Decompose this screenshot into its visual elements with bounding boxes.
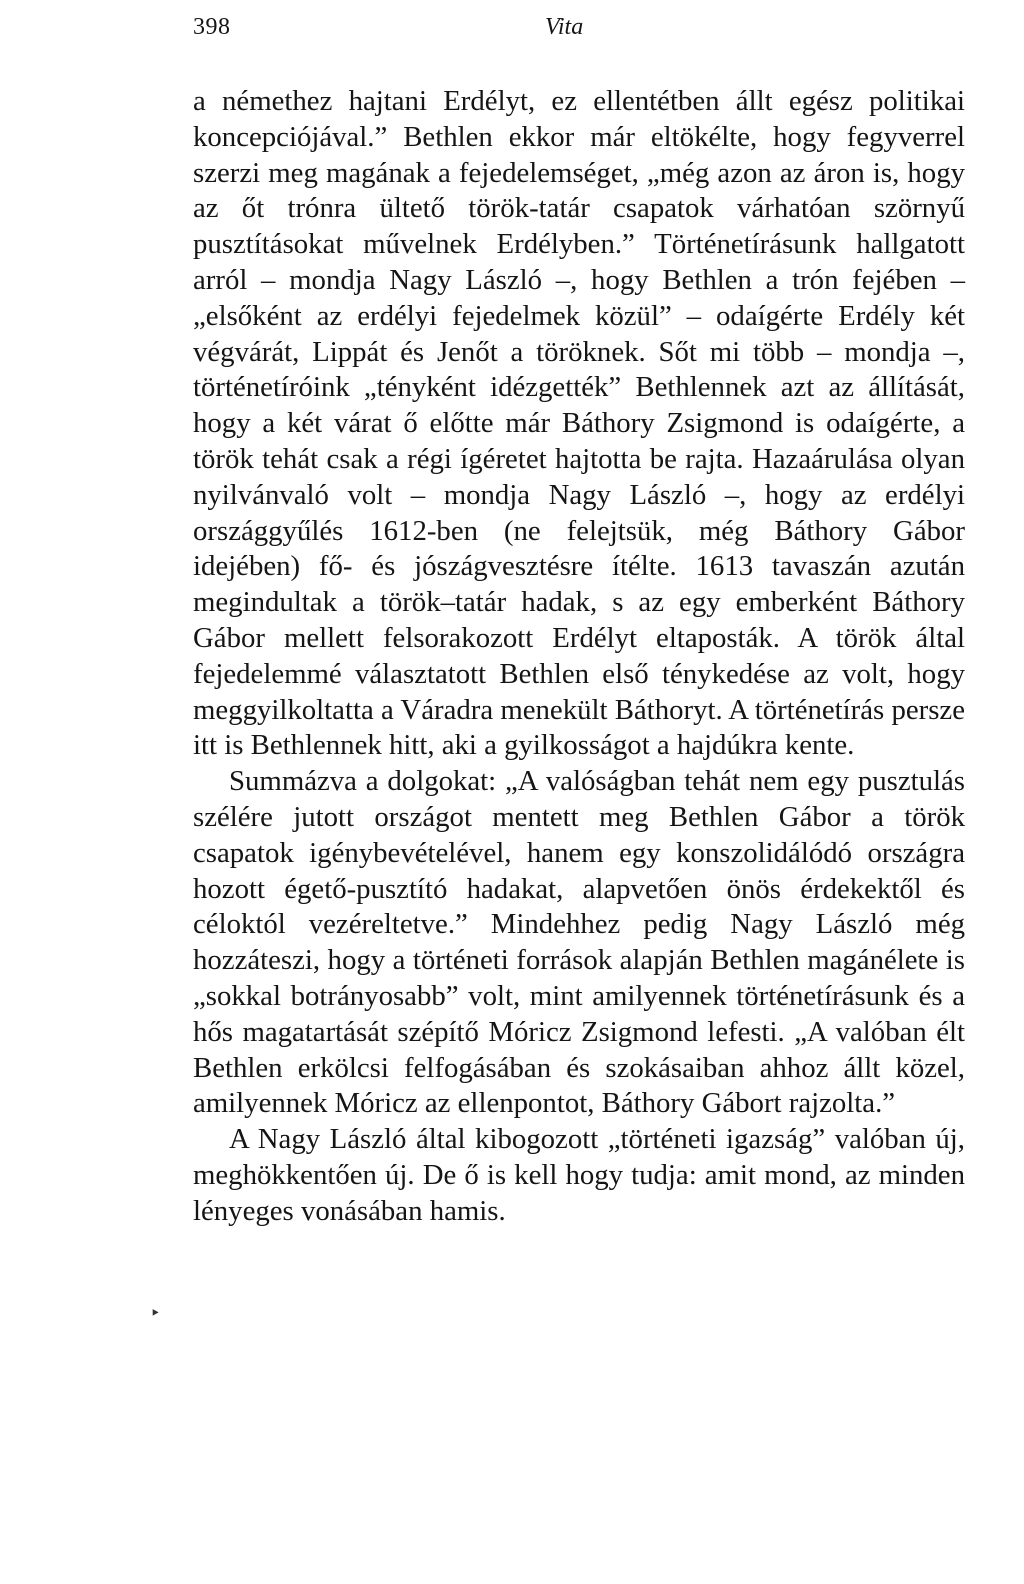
paragraph: a némethez hajtani Erdélyt, ez ellentétben állt egész politikai koncepciójával.” Bethlen ekkor már eltökélte, hogy fegyverrel szerzi meg magának a fejedelemséget, „még azon az áron is, hogy az őt trónra ültető török-tatár csapatok várhatóan szörnyű pusztításokat művelnek Erdélyben.” Történetírásunk hallgatott arról – mondja Nagy László –, hogy Bethlen a trón fejében – „elsőként az erdélyi fejedelmek közül” – odaígérte Erdély két végvárát, Lippát és Jenőt a töröknek. Sőt mi több – mondja –, történetíróink „tényként idézgették” Bethlennek azt az állítását, hogy a két várat ő előtte már Báthory Zsigmond is odaígérte, a török tehát csak a régi ígéretet hajtotta be rajta. Hazaárulása olyan nyilvánvaló volt – mondja Nagy László –, hogy az erdélyi országgyűlés 1612-ben (ne felejtsük, még Báthory Gábor idejében) fő- és jószágvesztésre ítélte. 1613 tavaszán azután megindultak a török–tatár hadak, s az egy emberként Báthory Gábor mellett felsorakozott Erdélyt eltaposták. A török által fejedelemmé választatott Bethlen első ténykedése az volt, hogy meggyilkoltatta a Váradra menekült Báthoryt. A történetírás persze itt is Bethlennek hitt, aki a gyilkosságot a hajdúkra kente. bbox=[193, 85, 965, 762]
body-text bbox=[193, 84, 965, 1230]
paragraph: Summázva a dolgokat: „A valóságban tehát nem egy pusztulás szélére jutott országot mentett meg Bethlen Gábor a török csapatok igénybevételével, hanem egy konszolidálódó országra hozott égető-pusztító hadakat, alapvetően önös érdekektől és céloktól vezéreltetve.” Mindehhez pedig Nagy László még hozzáteszi, hogy a történeti források alapján Bethlen magánélete is „sokkal botrányosabb” volt, mint amilyennek történetírásunk és a hős magatartását szépítő Móricz Zsigmond lefesti. „A valóban élt Bethlen erkölcsi felfogásában és szokásaiban ahhoz állt közel, amilyennek Móricz az ellenpontot, Báthory Gábort rajzolta.” bbox=[193, 765, 965, 1120]
page-header bbox=[193, 14, 966, 50]
page-number: 398 bbox=[193, 14, 231, 40]
running-head: Vita bbox=[545, 14, 584, 40]
margin-mark: ‣ bbox=[150, 1303, 161, 1323]
paragraph: A Nagy László által kibogozott „történeti igazság” valóban új, meghökkentően új. De ő is kell hogy tudja: amit mond, az minden lényeges vonásában hamis. bbox=[193, 1123, 965, 1227]
